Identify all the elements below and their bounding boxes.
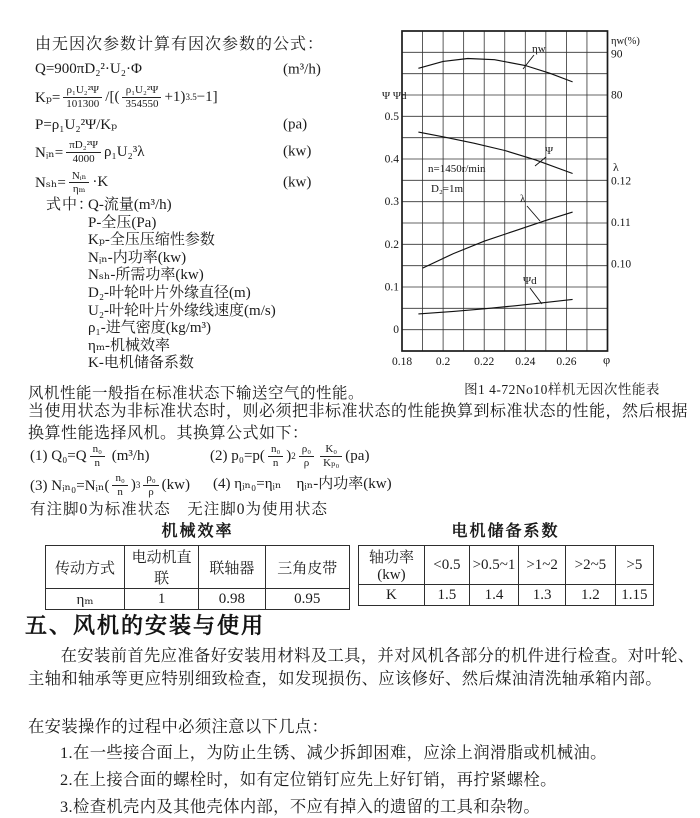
symbol-item: D₂-叶轮叶片外缘直径(m) <box>88 284 251 301</box>
conversion-formula-3: (3) Nᵢₙ₀=Nᵢₙ( $\frac{\text{n₀}}{n}$ ) 3 $\frac{\text{ρ₀}}{\rho}$ (kw) <box>30 472 190 498</box>
formula-nin: Nᵢₙ= $\frac{\text{πD₂²Ψ}}{4000}$ ρ₁U₂³λ (kw) <box>35 139 312 165</box>
formula-nin-unit: (kw) <box>283 143 312 160</box>
section-list <box>28 740 699 818</box>
svg-text:0.22: 0.22 <box>474 356 495 368</box>
fraction: $\frac{\text{ρ₁U₂²Ψ}}{101300}$ <box>63 84 102 110</box>
list-item: 2.在上接合面的螺栓时，如有定位销钉应先上好钉销，再拧紧螺栓。 <box>60 769 557 789</box>
fraction: $\frac{\text{πD₂²Ψ}}{4000}$ <box>66 139 101 165</box>
table-header-row <box>359 546 654 585</box>
fraction: $\frac{\text{n₀}}{n}$ <box>90 443 105 469</box>
value-cell: 1.5 <box>424 585 469 606</box>
header-cell: >5 <box>615 546 653 585</box>
formula-p-lhs: P=ρ₁U₂²Ψ/Kₚ <box>35 117 118 134</box>
svg-text:80: 80 <box>611 89 623 102</box>
figure-caption: 图1 4-72No10样机无因次性能表 <box>464 382 660 397</box>
symbol-item: P-全压(Pa) <box>88 214 157 231</box>
svg-text:n=1450r/min: n=1450r/min <box>428 163 486 175</box>
fraction: $\frac{\text{n₀}}{n}$ <box>268 443 283 469</box>
symbol-item: ηₘ-机械效率 <box>88 337 171 354</box>
value-cell: K <box>359 585 425 606</box>
value-cell: 1.2 <box>566 585 616 606</box>
formula-kp: Kₚ= $\frac{\text{ρ₁U₂²Ψ}}{101300}$ /[( $\frac{\text{ρ₁U₂²Ψ}}{354550}$ +1) 3.5 −1] <box>35 84 218 110</box>
footnote: 有注脚0为标准状态 无注脚0为使用状态 <box>30 501 329 518</box>
section-paragraph-2: 在安装操作的过程中必须注意以下几点： <box>28 717 329 736</box>
symbol-legend-lead: 式中： <box>46 197 95 213</box>
value-cell: 0.95 <box>265 589 349 610</box>
conversion-formula-4: (4) ηᵢₙ₀=ηᵢₙ ηᵢₙ-内功率(kw) <box>213 476 392 492</box>
formula-q <box>35 59 385 80</box>
symbol-item: Nᵢₙ-内功率(kw) <box>88 249 187 266</box>
formula-q-unit: (m³/h) <box>283 61 321 77</box>
formula-intro: 由无因次参数计算有因次参数的公式： <box>35 36 325 53</box>
header-cell: <0.5 <box>424 546 469 585</box>
section-paragraph-1: 在安装前首先应准备好安装用材料及工具，并对风机各部分的机件进行检查。对叶轮、主轴和轴承等更应特别细致检查，如发现损伤、应该修好、然后煤油清洗轴承箱内部。 <box>28 646 695 688</box>
formula-block <box>35 31 385 200</box>
svg-text:Ψ Ψd: Ψ Ψd <box>382 90 407 102</box>
formula-p-unit: (pa) <box>283 116 308 133</box>
header-cell: 电动机直联 <box>125 546 199 589</box>
symbol-item: ρ₁-进气密度(kg/m³) <box>88 320 212 337</box>
svg-text:0.2: 0.2 <box>384 238 399 251</box>
header-cell: >0.5~1 <box>469 546 518 585</box>
list-item: 1.在一些接合面上，为防止生锈、减少拆卸困难，应涂上润滑脂或机械油。 <box>60 743 607 762</box>
svg-text:0.11: 0.11 <box>611 217 631 229</box>
fraction: $\frac{\text{ρ₀}}{\rho}$ <box>299 443 314 469</box>
svg-text:0: 0 <box>393 324 399 337</box>
symbol-item: K-电机储备系数 <box>88 355 194 372</box>
value-cell: 1.3 <box>519 585 566 606</box>
table-row <box>359 585 654 606</box>
value-cell: 0.98 <box>199 589 265 610</box>
symbol-legend <box>46 197 276 373</box>
svg-text:0.10: 0.10 <box>611 258 632 271</box>
svg-text:Ψ: Ψ <box>545 145 554 157</box>
svg-text:ηw: ηw <box>532 43 546 55</box>
mech-efficiency-table <box>45 545 350 610</box>
chart-svg <box>382 25 694 377</box>
motor-table-title: 电机储备系数 <box>451 523 560 540</box>
list-item: 3.检查机壳内及其他壳体内部，不应有掉入的遗留的工具和杂物。 <box>60 796 541 816</box>
fraction: $\frac{\text{K₀}}{\text{Kₚ₀}}$ <box>320 443 342 469</box>
paragraph-performance: 风机性能一般指在标准状态下输送空气的性能。 <box>28 385 365 402</box>
fraction: $\frac{\text{n₀}}{n}$ <box>112 472 127 498</box>
svg-text:λ: λ <box>520 193 526 205</box>
value-cell: 1 <box>125 589 199 610</box>
symbol-item: Q-流量(m³/h) <box>88 197 172 213</box>
table-row <box>46 589 350 610</box>
conversion-row-1 <box>0 443 700 473</box>
header-cell: 轴功率(kw) <box>359 546 425 585</box>
value-cell: 1.15 <box>615 585 653 606</box>
svg-text:φ: φ <box>603 353 611 367</box>
svg-text:0.26: 0.26 <box>556 356 577 368</box>
symbol-item: Nₛₕ-所需功率(kw) <box>88 267 204 284</box>
paragraph-conversion: 当使用状态为非标准状态时，则必须把非标准状态的性能换算到标准状态的性能，然后根据换算性能选择风机。其换算公式如下： <box>28 403 689 442</box>
section-title: 五、风机的安装与使用 <box>25 613 266 638</box>
svg-text:0.24: 0.24 <box>515 356 536 368</box>
svg-text:D₂=1m: D₂=1m <box>431 183 464 195</box>
svg-text:0.2: 0.2 <box>435 356 451 368</box>
svg-text:0.1: 0.1 <box>384 281 399 294</box>
svg-text:0.5: 0.5 <box>384 110 399 123</box>
header-cell: 传动方式 <box>46 546 125 589</box>
fraction: $\frac{\text{ρ₁U₂²Ψ}}{354550}$ <box>122 84 161 110</box>
svg-text:λ: λ <box>613 160 619 174</box>
symbol-legend-list <box>88 197 276 373</box>
value-cell: ηₘ <box>46 589 125 610</box>
formula-kp-pre: Kₚ= <box>35 89 61 106</box>
formula-q-lhs: Q=900πD₂²·U₂·Φ <box>35 61 142 77</box>
performance-chart <box>382 25 694 377</box>
value-cell: 1.4 <box>469 585 518 606</box>
fraction: $\frac{\text{Nᵢₙ}}{\text{ηₘ}}$ <box>69 170 90 196</box>
svg-text:0.3: 0.3 <box>384 196 399 209</box>
formula-nsh: Nₛₕ= $\frac{\text{Nᵢₙ}}{\text{ηₘ}}$ ·K (kw) <box>35 169 312 196</box>
svg-text:Ψd: Ψd <box>523 275 537 287</box>
fraction: $\frac{\text{ρ₀}}{\rho}$ <box>143 472 158 498</box>
formula-p <box>35 114 385 135</box>
header-cell: >1~2 <box>519 546 566 585</box>
conversion-formula-2: (2) p₀=p( $\frac{\text{n₀}}{n}$ ) 2 $\frac{\text{ρ₀}}{\rho}$ $\frac{\text{K₀}}{\text{Kₚ₀}}$ (pa) <box>210 443 370 469</box>
symbol-item: U₂-叶轮叶片外缘线速度(m/s) <box>88 302 276 319</box>
svg-text:0.18: 0.18 <box>391 356 413 368</box>
svg-text:0.4: 0.4 <box>384 153 399 166</box>
header-cell: 联轴器 <box>199 546 265 589</box>
formula-nsh-unit: (kw) <box>283 174 312 191</box>
svg-text:90: 90 <box>611 48 623 61</box>
table-header-row <box>46 546 350 589</box>
symbol-item: Kₚ-全压压缩性参数 <box>88 232 215 249</box>
header-cell: >2~5 <box>566 546 616 585</box>
mech-table-title: 机械效率 <box>161 523 234 540</box>
svg-text:0.12: 0.12 <box>611 175 632 188</box>
header-cell: 三角皮带 <box>265 546 349 589</box>
motor-reserve-table <box>358 545 654 606</box>
conversion-formula-1: (1) Q₀=Q $\frac{\text{n₀}}{n}$ (m³/h) <box>30 443 150 469</box>
svg-text:ηw(%): ηw(%) <box>611 36 640 47</box>
